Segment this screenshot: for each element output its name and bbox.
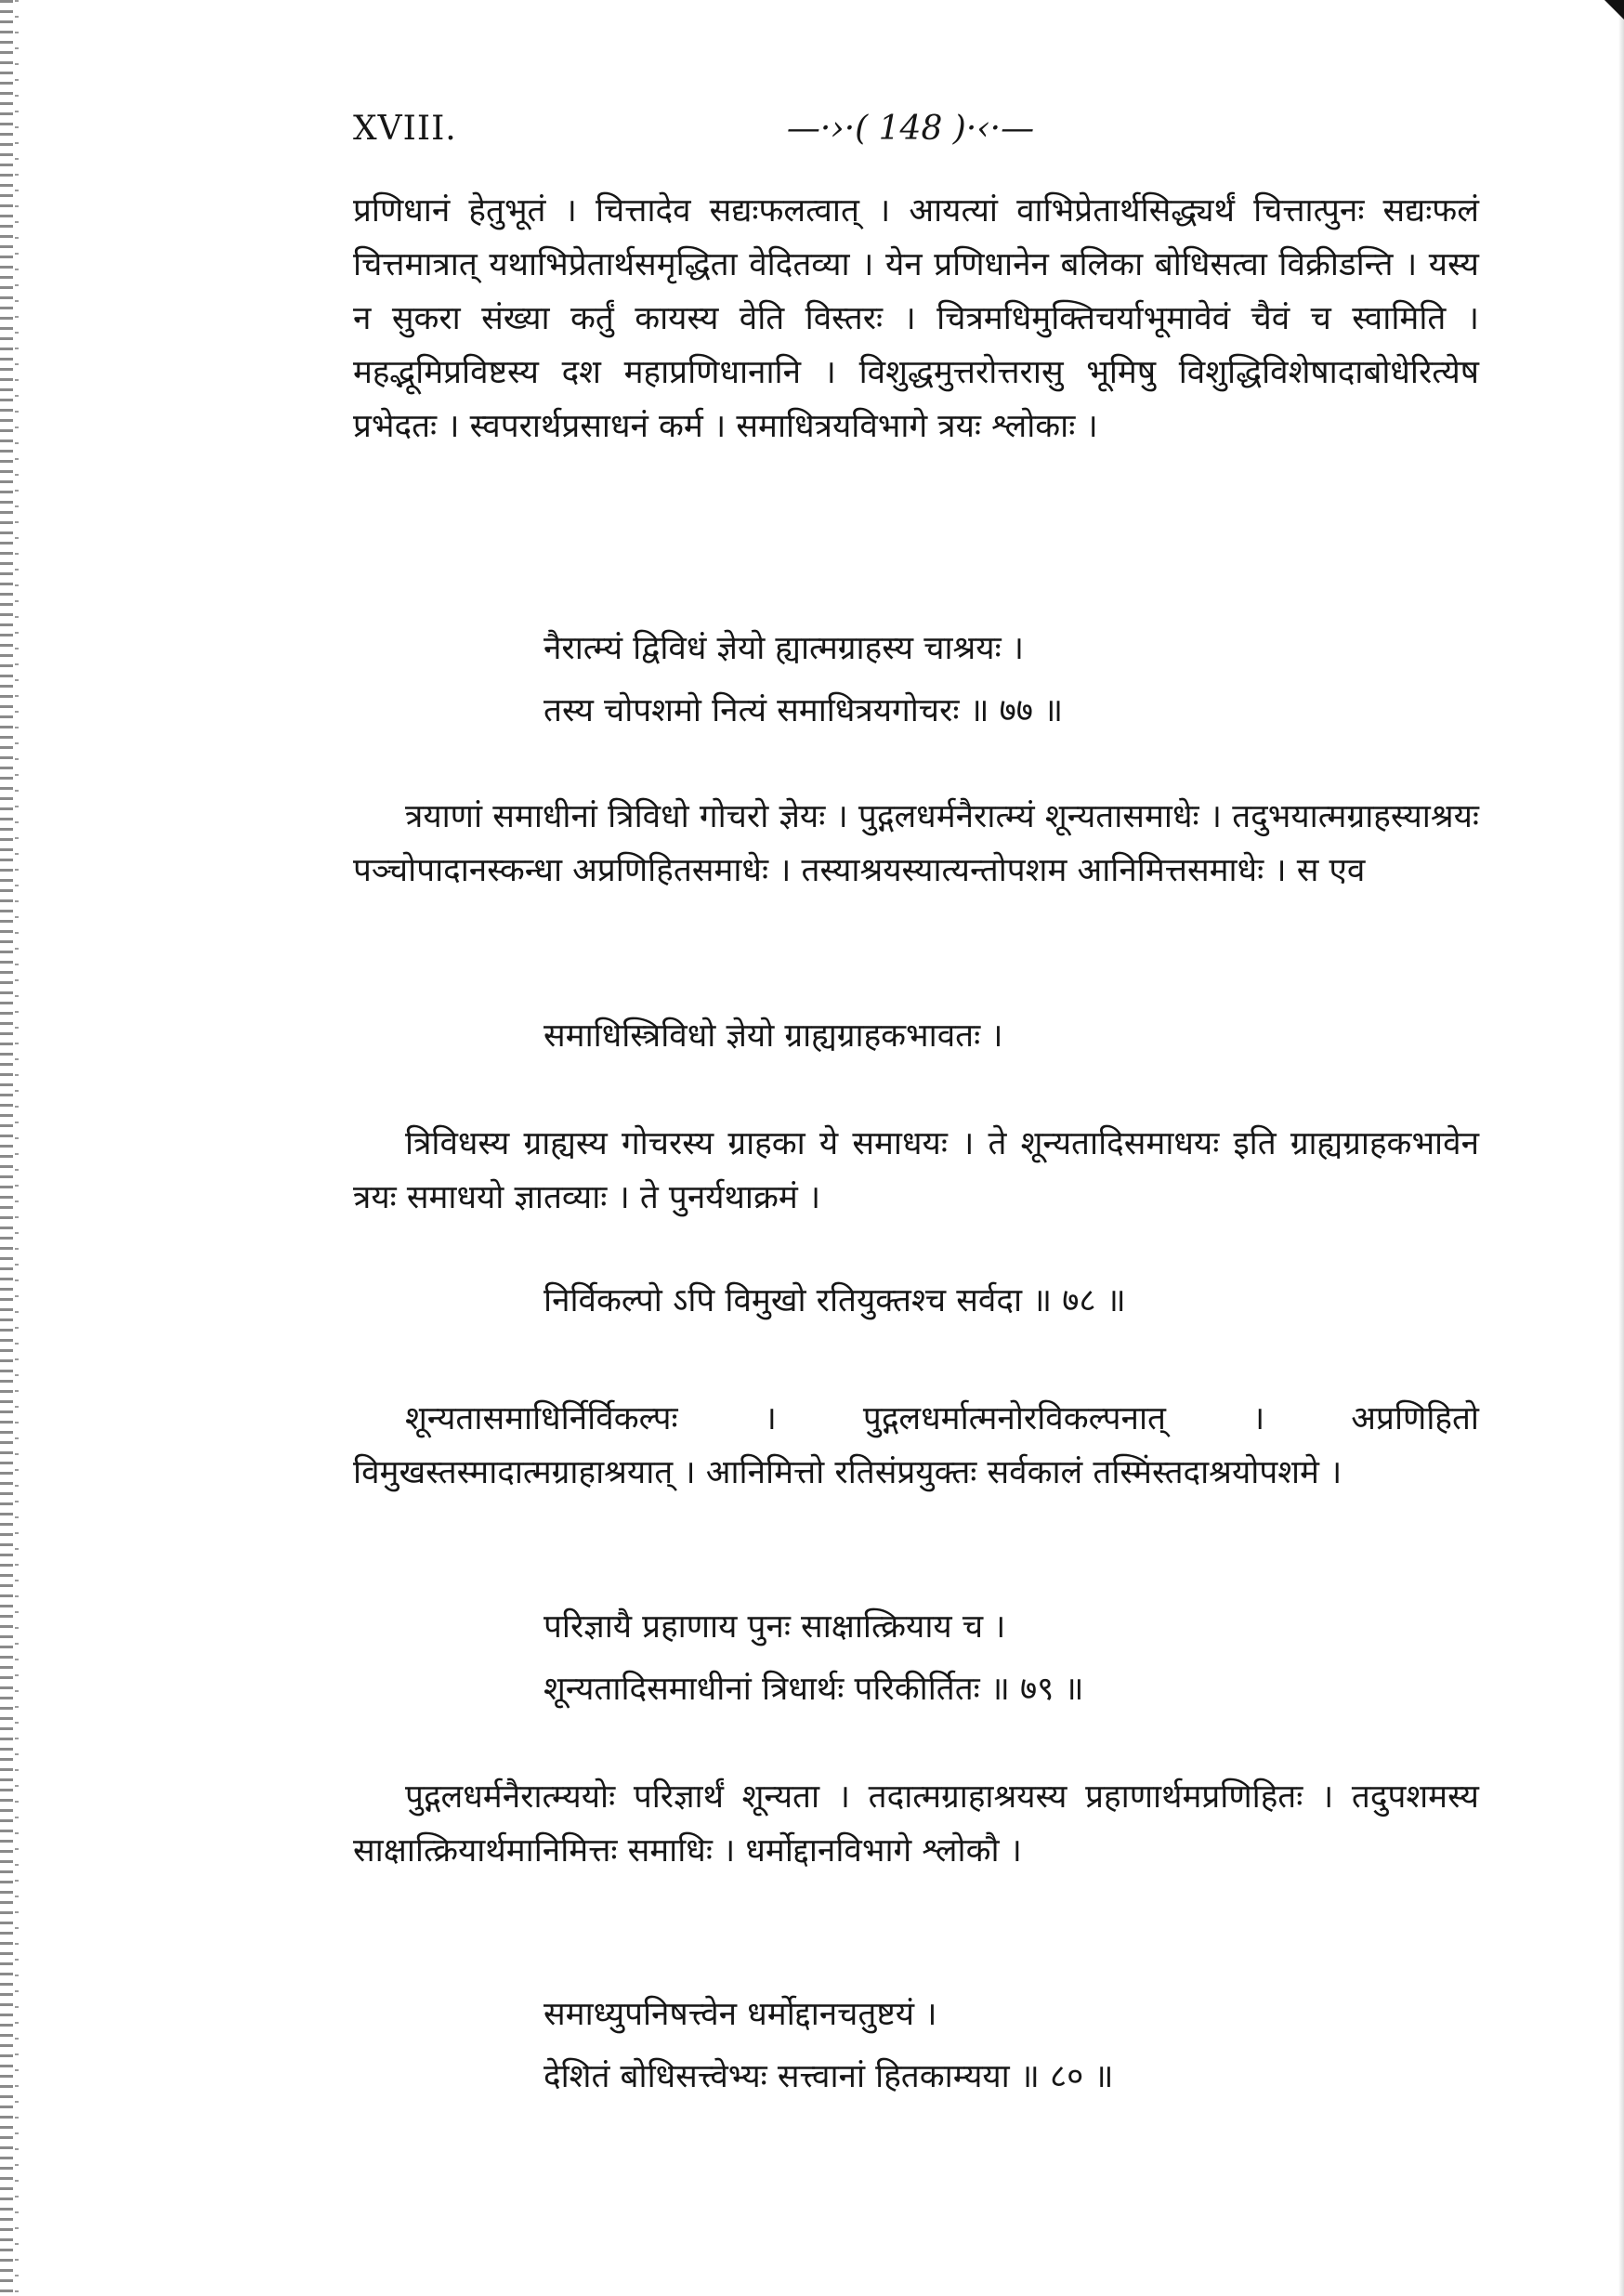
verse-line: निर्विकल्पो ऽपि विमुखो रतियुक्तश्च सर्वदा ॥ ७८ ॥ bbox=[544, 1282, 1126, 1319]
page-header bbox=[353, 110, 1477, 162]
verse-80 bbox=[544, 1984, 1473, 2108]
paragraph-3 bbox=[353, 1117, 1479, 1228]
running-head: XVIII. bbox=[353, 110, 457, 148]
paragraph-2 bbox=[353, 790, 1479, 957]
verse-line: समाध्युपनिषत्त्वेन धर्मोद्दानचतुष्टयं । bbox=[544, 1996, 937, 2033]
verse-line: शून्यतादिसमाधीनां त्रिधार्थः परिकीर्तितः ॥ ७९ ॥ bbox=[544, 1671, 1084, 1708]
paragraph-text: त्रिविधस्य ग्राह्यस्य गोचरस्य ग्राहका ये समाधयः । ते शून्यतादिसमाधयः इति ग्राह्यग्राहकभावेन त्रयः समाधयो ज्ञातव्याः । ते पुनर्यथाक्रमं । bbox=[353, 1125, 1479, 1216]
paragraph-5 bbox=[353, 1770, 1479, 1937]
verse-line: तस्य चोपशमो नित्यं समाधित्रयगोचरः ॥ ७७ ॥ bbox=[544, 692, 1064, 729]
binding-edge bbox=[0, 0, 13, 2296]
binding-edge-inner bbox=[15, 0, 19, 2296]
paragraph-text: शून्यतासमाधिर्निर्विकल्पः । पुद्गलधर्मात्मनोरविकल्पनात् । अप्रणिहितो विमुखस्तस्मादात्मग्राहाश्रयात् । आनिमित्तो रतिसंप्रयुक्तः सर्वकालं तस्मिंस्तदाश्रयोपशमे । bbox=[353, 1400, 1479, 1491]
verse-line: नैरात्म्यं द्विविधं ज्ञेयो ह्यात्मग्राहस्य चाश्रयः । bbox=[544, 630, 1025, 667]
paragraph-text: पुद्गलधर्मनैरात्म्ययोः परिज्ञार्थं शून्यता । तदात्मग्राहाश्रयस्य प्रहाणार्थमप्रणिहितः । तदुपशमस्य साक्षात्क्रियार्थमानिमित्तः समाधिः । धर्मोद्दानविभागे श्लोकौ । bbox=[353, 1778, 1479, 1870]
paragraph-4 bbox=[353, 1392, 1479, 1559]
verse-line: समाधिस्त्रिविधो ज्ञेयो ग्राह्यग्राहकभावतः । bbox=[544, 1017, 1003, 1055]
page-number: —·›·( 148 )·‹·— bbox=[786, 110, 1035, 148]
verse-line: देशितं बोधिसत्त्वेभ्यः सत्त्वानां हितकाम्यया ॥ ८० ॥ bbox=[544, 2058, 1114, 2095]
paragraph-text: त्रयाणां समाधीनां त्रिविधो गोचरो ज्ञेयः । पुद्गलधर्मनैरात्म्यं शून्यतासमाधेः । तदुभयात्मग्राहस्याश्रयः पञ्चोपादानस्कन्धा अप्रणिहितसमाधेः । तस्याश्रयस्यात्यन्तोपशम आनिमित्तसमाधेः । स एव bbox=[353, 798, 1479, 889]
verse-line: परिज्ञायै प्रहाणाय पुनः साक्षात्क्रियाय च । bbox=[544, 1608, 1006, 1646]
page-edge-right bbox=[1618, 0, 1624, 2296]
verse-77 bbox=[544, 618, 1473, 742]
verse-half bbox=[544, 1005, 1473, 1068]
verse-78 bbox=[544, 1270, 1473, 1332]
paragraph-1 bbox=[353, 184, 1479, 565]
verse-79 bbox=[544, 1596, 1473, 1721]
paragraph-text: प्रणिधानं हेतुभूतं । चित्तादेव सद्यःफलत्वात् । आयत्यां वाभिप्रेतार्थसिद्ध्यर्थं चित्तात्पुनः सद्यःफलं चित्तमात्रात् यथाभिप्रेतार्थसमृद्धिता वेदितव्या । येन प्रणिधानेन बलिका बोधिसत्वा विक्रीडन्ति । यस्य न सुकरा संख्या कर्तुं कायस्य वेति विस्तरः । चित्रमधिमुक्तिचर्याभूमावेवं चैवं च स्वामिति । महद्भूमिप्रविष्टस्य दश महाप्रणिधानानि । विशुद्धमुत्तरोत्तरासु भूमिषु विशुद्धिविशेषादाबोधेरित्येष प्रभेदतः । स्वपरार्थप्रसाधनं कर्म । समाधित्रयविभागे त्रयः श्लोकाः । bbox=[353, 192, 1479, 445]
